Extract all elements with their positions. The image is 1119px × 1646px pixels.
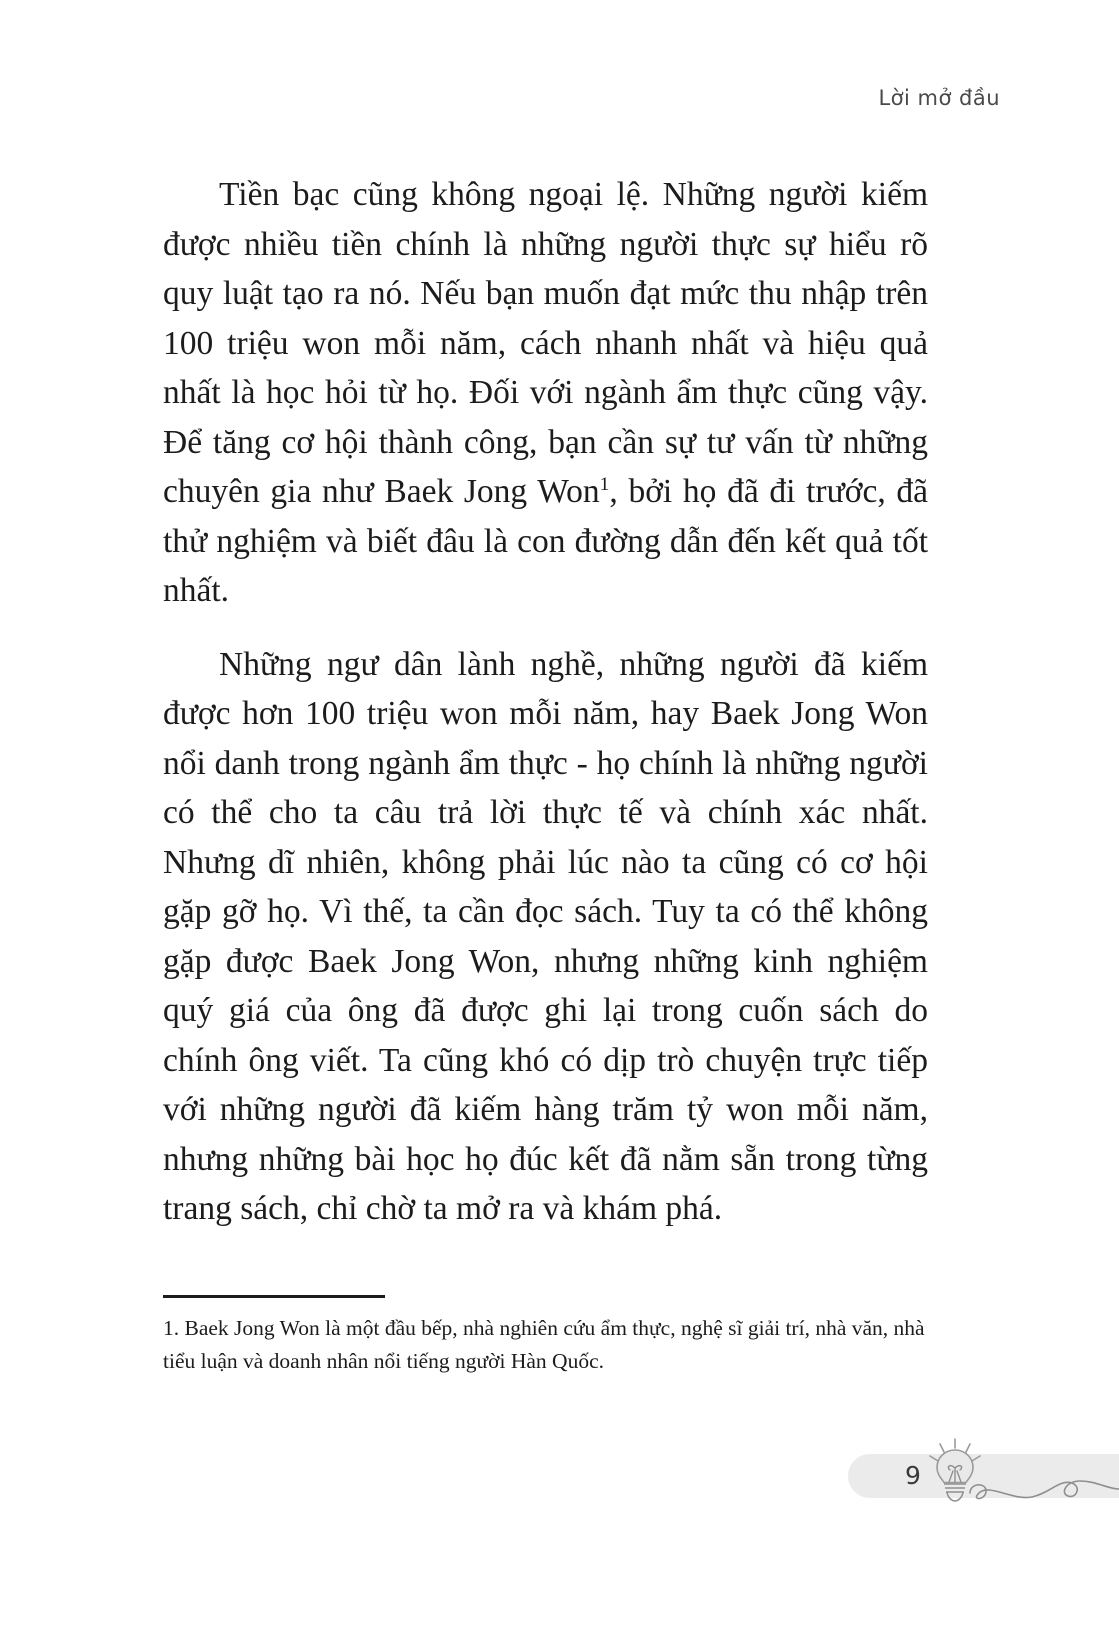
footnote-separator-rule xyxy=(163,1295,385,1298)
page-footer xyxy=(848,1437,1119,1507)
running-header-title: Lời mở đầu xyxy=(878,86,1000,110)
footnote-text: 1. Baek Jong Won là một đầu bếp, nhà nghiên cứu ẩm thực, nghệ sĩ giải trí, nhà văn, nhà tiểu luận và doanh nhân nổi tiếng người Hàn Quốc. xyxy=(163,1316,925,1373)
footnote-block xyxy=(163,1295,928,1378)
body-paragraph-1 xyxy=(163,170,928,616)
lightbulb-icon xyxy=(924,1437,986,1507)
page-number: 9 xyxy=(905,1461,921,1490)
body-text-column xyxy=(163,170,928,1234)
body-paragraph-2: Những ngư dân lành nghề, những người đã kiếm được hơn 100 triệu won mỗi năm, hay Baek Jong Won nổi danh trong ngành ẩm thực - họ chính là những người có thể cho ta câu trả lời thực tế và chính xác nhất. Nhưng dĩ nhiên, không phải lúc nào ta cũng có cơ hội gặp gỡ họ. Vì thế, ta cần đọc sách. Tuy ta có thể không gặp được Baek Jong Won, nhưng những kinh nghiệm quý giá của ông đã được ghi lại trong cuốn sách do chính ông viết. Ta cũng khó có dịp trò chuyện trực tiếp với những người đã kiếm hàng trăm tỷ won mỗi năm, nhưng những bài học họ đúc kết đã nằm sẵn trong từng trang sách, chỉ chờ ta mở ra và khám phá. xyxy=(163,645,928,1227)
paragraph-1-text-before-ref: Tiền bạc cũng không ngoại lệ. Những người kiếm được nhiều tiền chính là những người thực sự hiểu rõ quy luật tạo ra nó. Nếu bạn muốn đạt mức thu nhập trên 100 triệu won mỗi năm, cách nhanh nhất và hiệu quả nhất là học hỏi từ họ. Đối với ngành ẩm thực cũng vậy. Để tăng cơ hội thành công, bạn cần sự tư vấn từ những chuyên gia như Baek Jong Won xyxy=(163,176,928,510)
squiggle-decoration-icon xyxy=(968,1465,1119,1505)
footnote-reference-marker[interactable]: 1 xyxy=(599,473,610,495)
paragraph-1-text-after-ref: , bởi họ đã đi trước, đã thử nghiệm và biết đâu là con đường dẫn đến kết quả tốt nhất. xyxy=(163,473,928,609)
